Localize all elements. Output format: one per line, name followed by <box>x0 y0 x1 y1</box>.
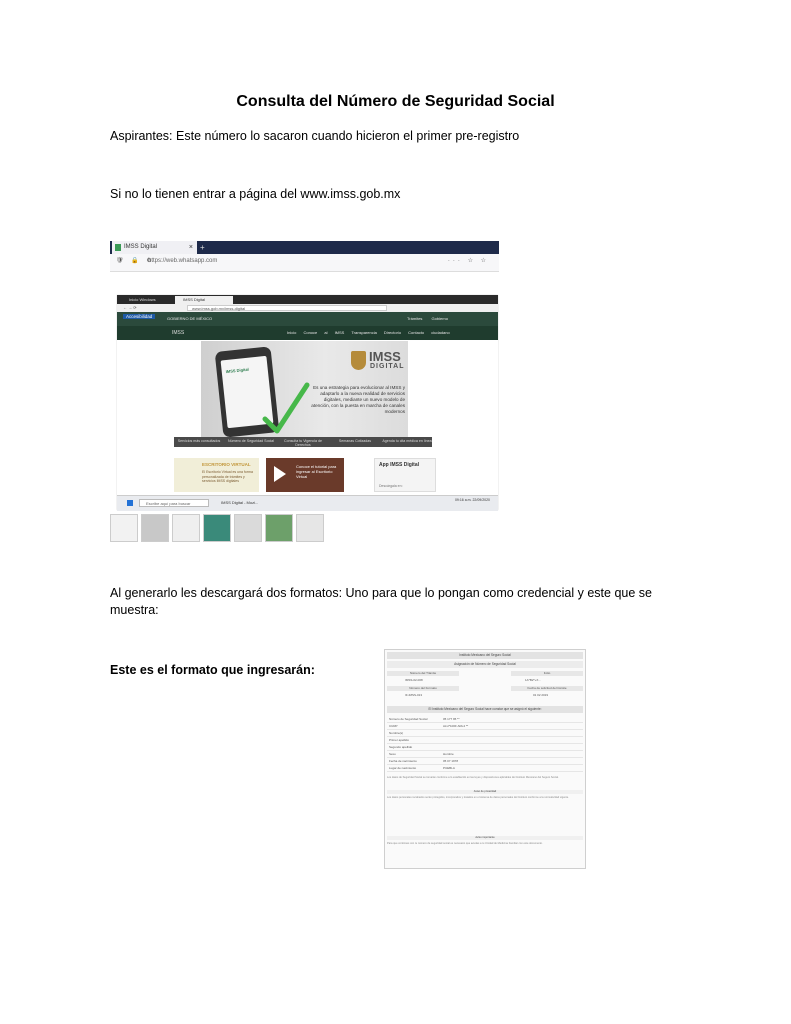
paragraph-formato-ingresaran: Este es el formato que ingresarán: <box>110 663 315 677</box>
card-app[interactable] <box>374 458 436 492</box>
form-value: IMSS-02-008 <box>405 678 423 682</box>
taskbar-search[interactable]: Escribe aquí para buscar <box>139 499 209 507</box>
form-row-key: Nombre(s) <box>389 731 404 735</box>
gob-top-links[interactable]: Trámites Gobierno <box>407 316 448 321</box>
security-icons: 🛡 🔒 ⚙ <box>116 258 155 264</box>
tab-imss-digital[interactable]: IMSS Digital <box>175 296 233 304</box>
play-icon <box>274 466 286 482</box>
form-row-value: Hombre <box>443 752 454 756</box>
form-label: Fecha de solicitud del trámite <box>511 686 583 691</box>
browser-screenshot-1 <box>110 241 499 272</box>
imss-nav-links[interactable]: Inicio Conoce al IMSS Transparencia Directorio Contacto ciudadano <box>287 330 450 335</box>
form-row-key: Segundo apellido <box>389 745 413 749</box>
close-icon[interactable]: × <box>188 244 193 251</box>
form-row-value: ALU*100F ARL4 ** <box>443 724 469 728</box>
services-item-vigencia[interactable]: Consulta tu Vigencia de Derechos <box>284 439 322 447</box>
nss-form-image <box>384 649 586 869</box>
card3-title: App IMSS Digital <box>379 462 419 468</box>
imss-shield-icon <box>351 351 366 370</box>
url-text: https://web.whatsapp.com <box>148 258 218 264</box>
form-certify: El Instituto Mexicano del Seguro Social hace constar que se asignó el siguiente: <box>387 706 583 713</box>
services-item-1[interactable]: Servicios más consultados <box>177 439 221 443</box>
form-legal-3: Para que continúes con tu número de seguridad social es necesario que acudas a tu Unidad de Medicina Familiar con este documento. <box>387 842 543 845</box>
windows-start-icon[interactable] <box>127 500 133 506</box>
brand-digital: DIGITAL <box>370 363 405 370</box>
card-tutorial[interactable] <box>266 458 344 492</box>
new-tab-icon[interactable]: + <box>200 243 205 252</box>
form-row-key: Lugar de nacimiento <box>389 766 417 770</box>
paragraph-aspirantes: Aspirantes: Este número lo sacaron cuando hicieron el primer pre-registro <box>110 129 520 143</box>
form-label: Folio <box>511 671 583 676</box>
brand-imss: IMSS <box>369 349 401 364</box>
form-label: Número del Trámite <box>387 671 459 676</box>
form-row-value: PUEBLA <box>443 766 455 770</box>
thumbnail[interactable] <box>265 514 293 542</box>
taskbar-app[interactable]: IMSS Digital - Mozi... <box>221 500 259 505</box>
address-bar-2[interactable] <box>117 304 498 312</box>
form-subheader: Asignación de Número de Seguridad Social <box>387 661 583 668</box>
card1-text: El Escritorio Virtual es una forma personalizada de trámites y servicios IMSS digitales <box>202 470 253 483</box>
services-item-semanas[interactable]: Semanas Cotizadas <box>338 439 372 443</box>
paragraph-imss-site: Si no lo tienen entrar a página del www.imss.gob.mx <box>110 187 401 201</box>
imss-tab-icon <box>115 244 121 251</box>
form-row-value: 05 07 1978 <box>443 759 459 763</box>
services-item-cita[interactable]: Agenda tu cita médica en línea <box>382 439 432 443</box>
promo-cards <box>174 458 434 492</box>
hero-banner <box>201 341 408 437</box>
taskbar-clock: 09:16 a.m. 22/09/2020 <box>454 498 490 502</box>
imss-digital-logo <box>351 349 405 375</box>
thumbnail[interactable] <box>234 514 262 542</box>
thumbnail[interactable] <box>141 514 169 542</box>
card-escritorio-virtual[interactable] <box>174 458 259 492</box>
form-row-key: Primer apellido <box>389 738 410 742</box>
browser-tab[interactable] <box>112 241 197 254</box>
thumbnail[interactable] <box>172 514 200 542</box>
browser-tab-strip <box>117 295 498 304</box>
paragraph-formatos: Al generarlo les descargará dos formatos: Uno para que lo pongan como credencial y este que se muestra: <box>110 586 652 617</box>
bookmark-icons[interactable]: ··· ☆ ☆ <box>447 258 489 264</box>
hero-text: Es una estrategia para evolucionar al IMSS y adaptarlo a la nueva realidad de servicios digitales, mediante un nuevo modelo de atención, con la puesta en marcha de canales modernos <box>311 385 405 414</box>
services-bar <box>174 437 432 447</box>
browser-tab-bar <box>110 241 499 254</box>
green-check-arrow-icon <box>261 379 311 434</box>
form-label: Número del Formato <box>387 686 459 691</box>
page-title: Consulta del Número de Seguridad Social <box>236 93 555 110</box>
browser-screenshot-2 <box>117 295 498 510</box>
gob-logo: GOBIERNO DE MÉXICO <box>167 316 213 321</box>
imss-logo[interactable]: IMSS <box>172 330 185 336</box>
tab-title: IMSS Digital <box>124 244 158 250</box>
tab-windows[interactable]: Inicio Windows <box>129 297 156 302</box>
form-value: IF-IMSS-013 <box>405 693 423 697</box>
accessibility-button[interactable]: Accesibilidad <box>123 314 155 319</box>
thumbnail[interactable] <box>110 514 138 542</box>
gob-header <box>117 312 498 326</box>
form-row-key: Fecha de nacimiento <box>389 759 417 763</box>
services-item-nss[interactable]: Número de Seguridad Social <box>228 439 274 443</box>
card1-title: ESCRITORIO VIRTUAL <box>202 462 251 467</box>
address-bar[interactable] <box>116 256 493 267</box>
thumbnail[interactable] <box>203 514 231 542</box>
form-important-title: Aviso importante <box>387 836 583 840</box>
form-notice-title: Aviso de privacidad <box>387 790 583 794</box>
thumbnail[interactable] <box>296 514 324 542</box>
thumbnail-strip <box>110 514 325 542</box>
form-row-key: Sexo <box>389 752 396 756</box>
form-row-value: 05 177 95 ** <box>443 717 460 721</box>
form-legal-1: Los datos de Seguridad Social se tomarán conforme a lo establecido en las leyes y disposiciones aplicables del Instituto Mexicano del Seguro Social. <box>387 776 559 779</box>
form-value: 01 02 2019 <box>533 693 549 697</box>
card3-text: Descárgala en: <box>379 484 403 488</box>
url-text-2: www.imss.gob.mx/imss-digital <box>187 305 387 311</box>
nav-arrows-icon[interactable]: ← → ⟳ <box>123 305 137 310</box>
form-value: 1A*B2*+X… <box>525 678 542 682</box>
form-header: Instituto Mexicano del Seguro Social <box>387 652 583 659</box>
form-row-key: CURP <box>389 724 398 728</box>
phone-label: IMSS Digital <box>225 366 250 375</box>
windows-taskbar <box>117 495 498 511</box>
imss-nav <box>117 326 498 340</box>
form-legal-2: Los datos personales recabados serán protegidos, incorporados y tratados en el sistema de datos personales del Instituto conforme a la normatividad vigente. <box>387 796 569 799</box>
card2-text: Conoce el tutorial para ingresar al Escritorio Virtual <box>296 464 337 479</box>
form-row-key: Número de Seguridad Social <box>389 717 428 721</box>
